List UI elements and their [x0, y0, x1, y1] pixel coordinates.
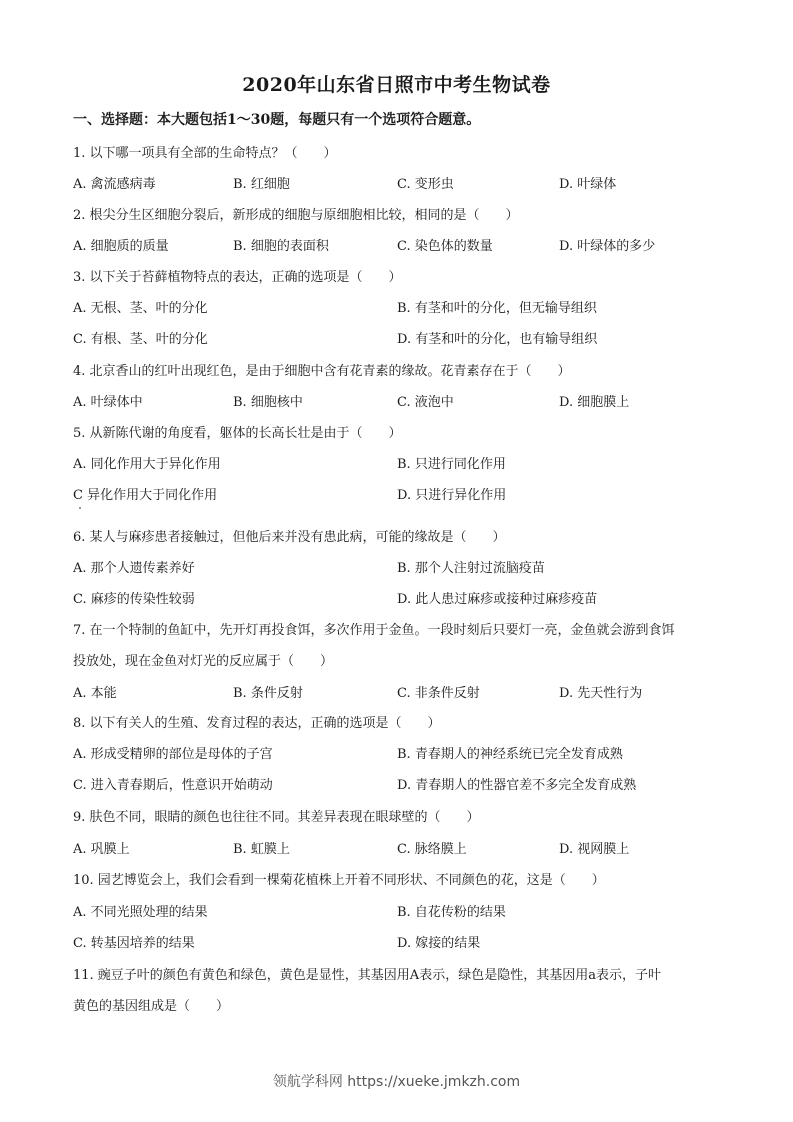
question-9-option-c: C. 脉络膜上 [397, 842, 467, 857]
question-3-option-a: A. 无根、茎、叶的分化 [73, 301, 208, 316]
question-5-option-c: C 异化作用大于同化作用 [73, 488, 218, 503]
question-2-option-d: D. 叶绿体的多少 [559, 239, 656, 254]
question-3-stem: 3. 以下关于苔藓植物特点的表达，正确的选项是（ ） [73, 270, 402, 285]
question-6-stem: 6. 某人与麻疹患者接触过，但他后来并没有患此病，可能的缘故是（ ） [73, 530, 506, 545]
question-11-stem-cont: 黄色的基因组成是（ ） [73, 999, 230, 1014]
question-7-stem: 7. 在一个特制的鱼缸中，先开灯再投食饵，多次作用于金鱼。一段时刻后只要灯一亮，金鱼就会游到食饵 [73, 623, 675, 638]
question-4-option-b: B. 细胞核中 [233, 395, 303, 410]
question-7-stem-cont: 投放处，现在金鱼对灯光的反应属于（ ） [73, 654, 334, 669]
question-9-stem: 9. 肤色不同，眼睛的颜色也往往不同。其差异表现在眼球壁的（ ） [73, 810, 480, 825]
question-1-option-c: C. 变形虫 [397, 177, 454, 192]
question-6-option-d: D. 此人患过麻疹或接种过麻疹疫苗 [397, 592, 598, 607]
question-3-option-b: B. 有茎和叶的分化，但无输导组织 [397, 301, 597, 316]
footer-watermark: 领航学科网 https://xueke.jmkzh.com [272, 1074, 521, 1090]
question-1-option-d: D. 叶绿体 [559, 177, 617, 192]
section-heading: 一、选择题：本大题包括1～30题，每题只有一个选项符合题意。 [73, 112, 481, 128]
question-5-stem: 5. 从新陈代谢的角度看，躯体的长高长壮是由于（ ） [73, 426, 402, 441]
question-10-stem: 10. 园艺博览会上，我们会看到一棵菊花植株上开着不同形状、不同颜色的花，这是（ ） [73, 873, 605, 888]
question-1-stem: 1. 以下哪一项具有全部的生命特点？（ ） [73, 146, 337, 161]
question-5-option-b: B. 只进行同化作用 [397, 457, 506, 472]
question-9-option-b: B. 虹膜上 [233, 842, 290, 857]
question-1-option-a: A. 禽流感病毒 [73, 177, 156, 192]
question-10-option-c: C. 转基因培养的结果 [73, 936, 195, 951]
question-5-option-a: A. 同化作用大于异化作用 [73, 457, 221, 472]
question-7-option-c: C. 非条件反射 [397, 686, 480, 701]
question-6-option-b: B. 那个人注射过流脑疫苗 [397, 561, 545, 576]
question-11-stem: 11. 豌豆子叶的颜色有黄色和绿色，黄色是显性，其基因用A表示，绿色是隐性，其基因用a表示，子叶 [73, 968, 661, 983]
question-8-option-b: B. 青春期人的神经系统已完全发育成熟 [397, 747, 623, 762]
question-8-option-c: C. 进入青春期后，性意识开始萌动 [73, 778, 273, 793]
question-9-option-a: A. 巩膜上 [73, 842, 130, 857]
question-3-option-c: C. 有根、茎、叶的分化 [73, 332, 208, 347]
question-8-stem: 8. 以下有关人的生殖、发育过程的表达，正确的选项是（ ） [73, 716, 441, 731]
question-4-option-a: A. 叶绿体中 [73, 395, 143, 410]
question-4-option-c: C. 液泡中 [397, 395, 454, 410]
stray-dot [79, 507, 81, 509]
question-4-option-d: D. 细胞膜上 [559, 395, 630, 410]
question-10-option-b: B. 自花传粉的结果 [397, 905, 506, 920]
question-3-option-d: D. 有茎和叶的分化，也有输导组织 [397, 332, 598, 347]
question-4-stem: 4. 北京香山的红叶出现红色，是由于细胞中含有花青素的缘故。花青素存在于（ ） [73, 364, 571, 379]
question-7-option-b: B. 条件反射 [233, 686, 303, 701]
question-5-option-d: D. 只进行异化作用 [397, 488, 507, 503]
question-8-option-d: D. 青春期人的性器官差不多完全发育成熟 [397, 778, 637, 793]
question-10-option-d: D. 嫁接的结果 [397, 936, 481, 951]
question-7-option-d: D. 先天性行为 [559, 686, 643, 701]
question-1-option-b: B. 红细胞 [233, 177, 290, 192]
question-2-option-c: C. 染色体的数量 [397, 239, 493, 254]
question-2-option-a: A. 细胞质的质量 [73, 239, 169, 254]
question-10-option-a: A. 不同光照处理的结果 [73, 905, 208, 920]
question-7-option-a: A. 本能 [73, 686, 117, 701]
question-2-option-b: B. 细胞的表面积 [233, 239, 329, 254]
page-title: 2020年山东省日照市中考生物试卷 [242, 74, 551, 96]
question-6-option-a: A. 那个人遗传素养好 [73, 561, 195, 576]
question-2-stem: 2. 根尖分生区细胞分裂后，新形成的细胞与原细胞相比较，相同的是（ ） [73, 208, 519, 223]
question-6-option-c: C. 麻疹的传染性较弱 [73, 592, 195, 607]
question-9-option-d: D. 视网膜上 [559, 842, 630, 857]
question-8-option-a: A. 形成受精卵的部位是母体的子宫 [73, 747, 273, 762]
